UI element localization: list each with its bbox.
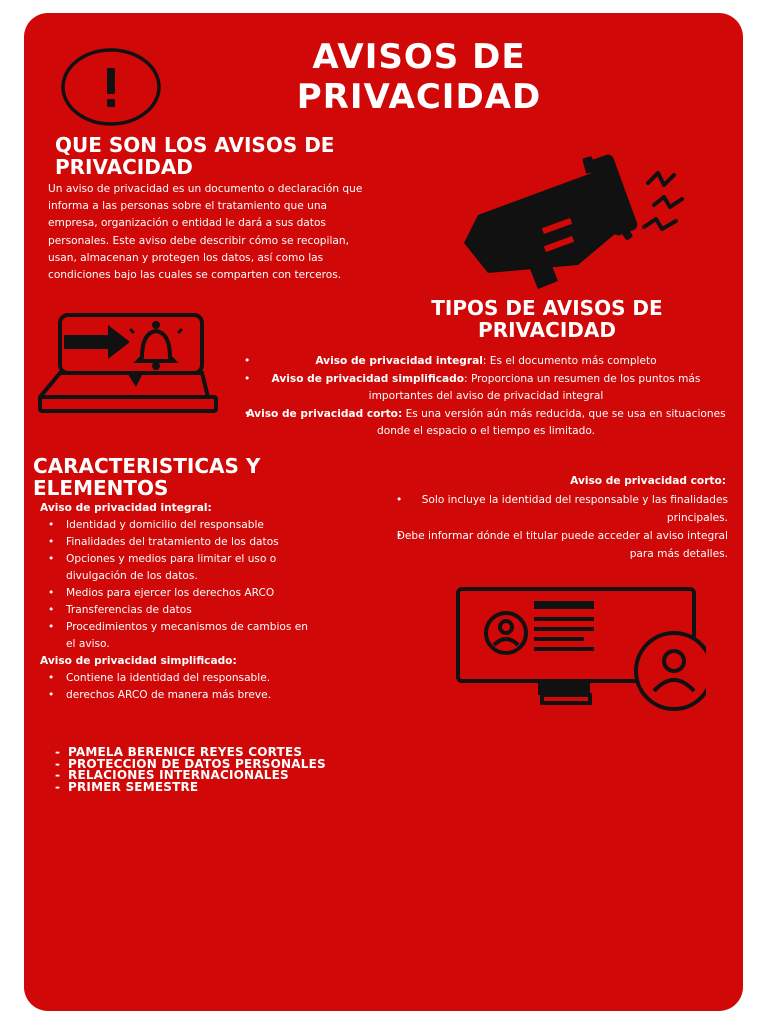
tipos-list xyxy=(244,353,728,441)
list-item: • Finalidades del tratamiento de los datos xyxy=(38,534,338,551)
que-son-paragraph: Un aviso de privacidad es un documento o declaración que informa a las personas sobre el tratamiento que una empresa, organización o entidad le dará a sus datos personales. Este aviso debe describir cómo se recopilan, usan, almacenan y protegen los datos, así como las condiciones bajo las cuales se comparten con terceros. xyxy=(48,183,363,282)
credit-line: - PAMELA BERENICE REYES CORTES xyxy=(52,747,452,759)
list-item: • Debe informar dónde el titular puede acceder al aviso integral para más detalles. xyxy=(396,527,728,563)
list-item: • Procedimientos y mecanismos de cambios en el aviso. xyxy=(38,619,316,653)
list-item: • derechos ARCO de manera más breve. xyxy=(38,687,358,704)
list-item: • Aviso de privacidad simplificado: Proporciona un resumen de los puntos más importantes del aviso de privacidad integral xyxy=(244,371,728,406)
list-item: • Opciones y medios para limitar el uso o divulgación de los datos. xyxy=(38,551,338,585)
que-son-heading: QUE SON LOS AVISOS DE PRIVACIDAD xyxy=(55,133,335,179)
simplificado-list xyxy=(38,670,358,704)
list-item: • Transferencias de datos xyxy=(38,602,338,619)
caracteristicas-heading: CARACTERISTICAS Y ELEMENTOS xyxy=(33,454,261,500)
tipo-desc: Es el documento más completo xyxy=(489,355,657,367)
credit-line: - RELACIONES INTERNACIONALES xyxy=(52,770,452,782)
list-item: • Aviso de privacidad integral: Es el documento más completo xyxy=(244,353,728,371)
corto-label: Aviso de privacidad corto: xyxy=(570,475,726,487)
list-item xyxy=(244,406,728,441)
credits-list xyxy=(52,747,452,793)
megaphone-icon xyxy=(458,153,694,293)
laptop-notification-icon xyxy=(38,311,220,415)
page-title: AVISOS DE PRIVACIDAD xyxy=(296,37,542,117)
tipos-heading: TIPOS DE AVISOS DE PRIVACIDAD xyxy=(431,296,663,342)
simplificado-label: Aviso de privacidad simplificado: xyxy=(40,655,237,667)
list-item: • Identidad y domicilio del responsable xyxy=(38,517,338,534)
tipo-term: Aviso de privacidad simplificado xyxy=(271,372,465,385)
corto-list xyxy=(396,491,728,563)
credit-line: - PROTECCION DE DATOS PERSONALES xyxy=(52,759,452,771)
list-item: • Contiene la identidad del responsable. xyxy=(38,670,358,687)
exclamation-circle-icon xyxy=(60,46,162,128)
infographic-card xyxy=(24,13,743,1011)
tipo-desc: Es una versión aún más reducida, que se usa en situaciones donde el espacio o el tiempo es limitado. xyxy=(377,407,726,437)
list-item: • Solo incluye la identidad del responsable y las finalidades principales. xyxy=(396,491,728,527)
tipo-desc: Proporciona un resumen de los puntos más importantes del aviso de privacidad integral xyxy=(368,372,701,402)
credit-line: - PRIMER SEMESTRE xyxy=(52,782,452,794)
monitor-user-profile-icon xyxy=(454,585,706,711)
list-item: • Medios para ejercer los derechos ARCO xyxy=(38,585,338,602)
tipo-term: Aviso de privacidad integral xyxy=(315,355,483,367)
integral-list xyxy=(38,517,338,653)
tipo-term: Aviso de privacidad corto: xyxy=(246,407,403,420)
integral-label: Aviso de privacidad integral: xyxy=(40,502,212,514)
